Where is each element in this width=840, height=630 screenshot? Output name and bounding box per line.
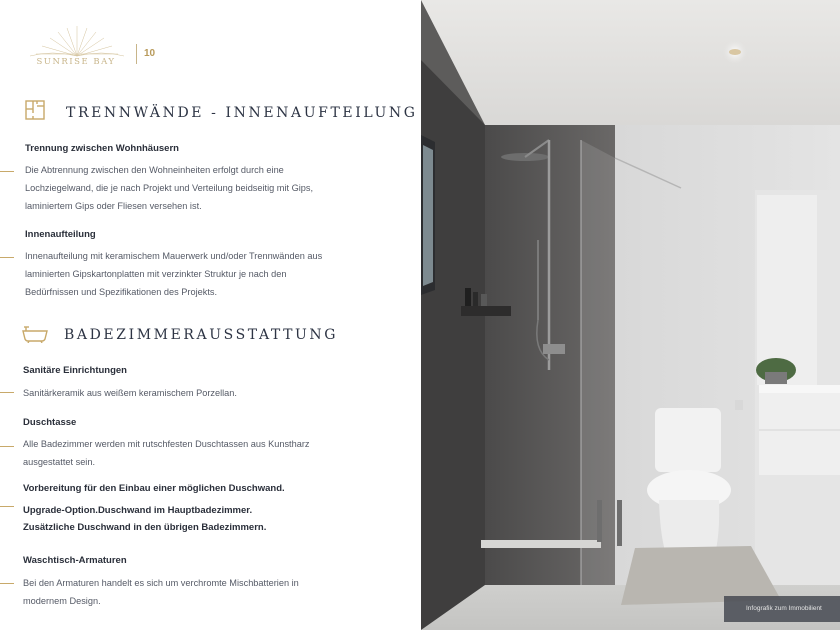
- section-title-partitions: TRENNWÄNDE - INNENAUFTEILUNG: [66, 105, 418, 121]
- text-line: Die Abtrennung zwischen den Wohneinheiten erfolgt durch eine: [25, 165, 284, 175]
- brand-name: SUNRISE BAY: [36, 57, 116, 67]
- accent-rule: [0, 392, 14, 393]
- heading-sanitary: Sanitäre Einrichtungen: [23, 365, 127, 376]
- heading-house-separation: Trennung zwischen Wohnhäusern: [25, 143, 179, 154]
- text-line: Innenaufteilung mit keramischem Mauerwerk und/oder Trennwänden aus: [25, 251, 323, 261]
- text-upgrade-option: Upgrade-Option.Duschwand im Hauptbadezimmer.: [23, 505, 253, 516]
- text-line: ausgestattet sein.: [23, 456, 96, 467]
- floorplan-icon: [25, 100, 45, 120]
- text-line: Alle Badezimmer werden mit rutschfesten Duschtassen aus Kunstharz: [23, 439, 310, 449]
- paragraph-faucets: [23, 575, 367, 611]
- heading-faucets: Waschtisch-Armaturen: [23, 555, 127, 566]
- bathroom-illustration: [421, 0, 840, 630]
- accent-rule: [0, 446, 14, 447]
- accent-rule: [0, 257, 14, 258]
- page-number: 10: [144, 48, 156, 59]
- photo-caption: Infografik zum Immobilient: [724, 596, 840, 622]
- accent-rule: [0, 171, 14, 172]
- paragraph-shower-tray: [23, 436, 367, 472]
- text-shower-wall-prep: Vorbereitung für den Einbau einer möglichen Duschwand.: [23, 483, 285, 494]
- heading-shower-tray: Duschtasse: [23, 417, 77, 428]
- bathtub-icon: [22, 325, 48, 343]
- header-divider: [136, 44, 137, 64]
- text-additional-shower-wall: Zusätzliche Duschwand in den übrigen Badezimmern.: [23, 522, 267, 533]
- text-line: laminiertem Gips oder Fliesen versehen ist.: [25, 200, 202, 211]
- paragraph-house-separation: [25, 162, 367, 215]
- paragraph-interior-division: [25, 248, 367, 301]
- text-line: Lochziegelwand, die je nach Projekt und Verteilung beidseitig mit Gips,: [25, 182, 314, 193]
- accent-rule: [0, 506, 14, 507]
- bathroom-photo: [421, 0, 840, 630]
- section-title-bathroom: BADEZIMMERAUSSTATTUNG: [64, 327, 339, 343]
- text-line: modernem Design.: [23, 595, 101, 606]
- text-line: Bei den Armaturen handelt es sich um verchromte Mischbatterien in: [23, 578, 299, 588]
- text-line: laminierten Gipskartonplatten mit verzinkter Struktur je nach den: [25, 268, 287, 279]
- text-sanitary: Sanitärkeramik aus weißem keramischem Porzellan.: [23, 388, 237, 398]
- accent-rule: [0, 583, 14, 584]
- heading-interior-division: Innenaufteilung: [25, 229, 96, 240]
- text-line: Bedürfnissen und Spezifikationen des Projekts.: [25, 286, 218, 297]
